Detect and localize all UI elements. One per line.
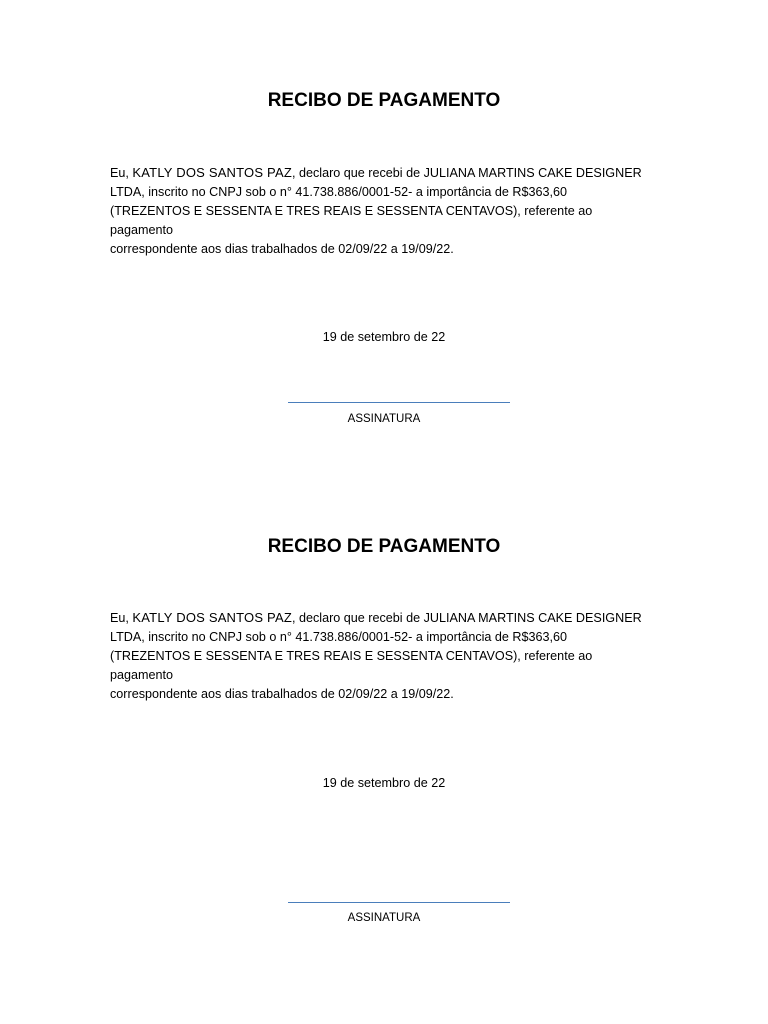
receipt-date: 19 de setembro de 22 bbox=[322, 330, 446, 344]
payee-name: KATLY DOS SANTOS PAZ bbox=[132, 610, 292, 625]
receipt-body bbox=[110, 163, 658, 259]
receipt-body-text: , declaro que recebi de JULIANA MARTINS CAKE DESIGNER LTDA, inscrito no CNPJ sob o n° 41.738.886/0001-52- a importância de R$363,60 (TREZENTOS E SESSENTA E TRES REAIS E SESSENTA CENTAVOS), referente ao pagamento correspondente aos dias trabalhados de 02/09/22 a 19/09/22. bbox=[110, 611, 642, 701]
receipt-date: 19 de setembro de 22 bbox=[322, 776, 446, 790]
signature-line bbox=[288, 402, 510, 403]
receipt-prefix: Eu, bbox=[110, 611, 133, 625]
signature-line bbox=[288, 902, 510, 903]
receipt-body-text: , declaro que recebi de JULIANA MARTINS CAKE DESIGNER LTDA, inscrito no CNPJ sob o n° 41.738.886/0001-52- a importância de R$363,60 (TREZENTOS E SESSENTA E TRES REAIS E SESSENTA CENTAVOS), referente ao pagamento correspondente aos dias trabalhados de 02/09/22 a 19/09/22. bbox=[110, 166, 642, 256]
receipt-body bbox=[110, 608, 658, 704]
receipt-title: RECIBO DE PAGAMENTO bbox=[267, 536, 501, 557]
payee-name: KATLY DOS SANTOS PAZ bbox=[132, 165, 292, 180]
receipt-title: RECIBO DE PAGAMENTO bbox=[267, 90, 501, 111]
receipt-prefix: Eu, bbox=[110, 166, 133, 180]
signature-label: ASSINATURA bbox=[347, 912, 421, 924]
signature-label: ASSINATURA bbox=[347, 413, 421, 425]
